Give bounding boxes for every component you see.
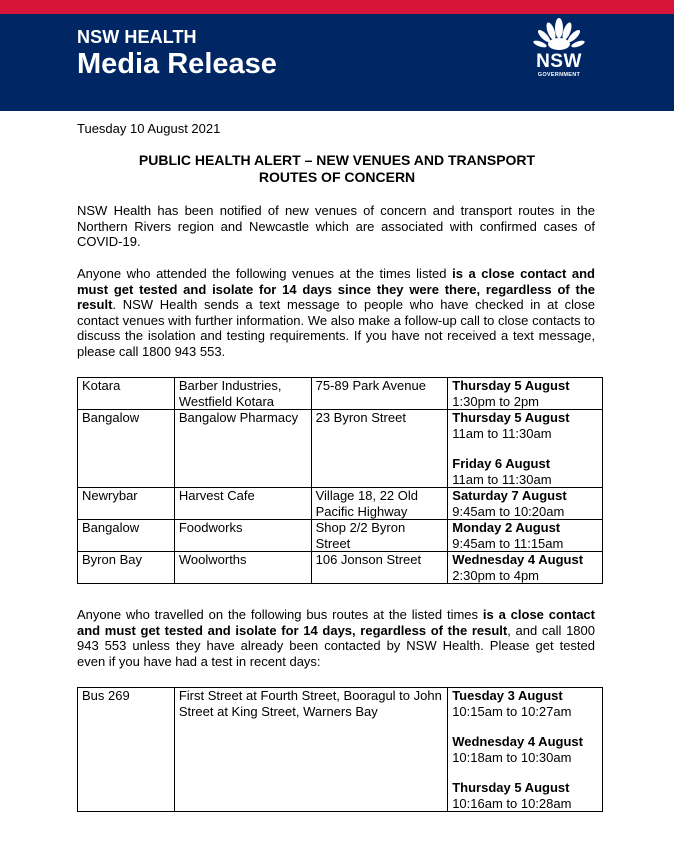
venue-time: 1:30pm to 2pm [452, 393, 539, 409]
bus-routes-table [77, 687, 603, 812]
venue-name: Woolworths [174, 552, 311, 584]
table-row [78, 552, 603, 584]
bus-route-path: First Street at Fourth Street, Booragul to John Street at King Street, Warners Bay [174, 688, 447, 812]
bus-paragraph [77, 607, 595, 669]
bus-times [448, 688, 603, 812]
venue-time: 9:45am to 10:20am [452, 503, 565, 519]
venue-time: 2:30pm to 4pm [452, 567, 539, 583]
venue-name: Bangalow Pharmacy [174, 410, 311, 488]
bus-paragraph-emphasis: is a close contact and must get tested and isolate for 14 days, regardless of the result [77, 607, 595, 638]
intro-paragraph: NSW Health has been notified of new venues of concern and transport routes in the Northern Rivers region and Newcastle which are associated with confirmed cases of COVID-19. [77, 203, 595, 249]
table-row [78, 410, 603, 488]
venue-times [448, 520, 603, 552]
venues-paragraph-text-c: . NSW Health sends a text message to people who have checked in at close contact venues with further information. We also make a follow-up call to close contacts to discuss the isolation and testing requirements. If you have not received a text message, please call 1800 943 553. [77, 297, 595, 359]
table-row [78, 488, 603, 520]
bus-day: Tuesday 3 August [452, 688, 563, 703]
venue-times [448, 378, 603, 410]
venue-address: 106 Jonson Street [311, 552, 448, 584]
bus-paragraph-text-a: Anyone who travelled on the following bus routes at the listed times [77, 607, 483, 622]
venue-suburb: Newrybar [78, 488, 175, 520]
bus-paragraph-text-c: , and call 1800 943 553 unless they have already been contacted by NSW Health. Please get tested even if you have had a test in recent days: [77, 622, 595, 669]
venues-table [77, 377, 603, 584]
venue-address: Shop 2/2 Byron Street [311, 520, 448, 552]
venues-paragraph-emphasis: is a close contact and must get tested and isolate for 14 days since they were there, regardless of the result [77, 266, 595, 312]
venue-address: 75-89 Park Avenue [311, 378, 448, 410]
alert-title-line-2: ROUTES OF CONCERN [258, 169, 416, 185]
venues-paragraph-text-a: Anyone who attended the following venues at the times listed [77, 266, 453, 281]
header-org: NSW HEALTH [77, 27, 197, 47]
table-row [78, 688, 603, 812]
venue-day: Thursday 5 August [452, 378, 570, 393]
venue-day: Saturday 7 August [452, 488, 567, 503]
venue-day: Wednesday 4 August [452, 552, 584, 567]
venue-day: Thursday 5 August [452, 410, 570, 425]
bus-time: 10:16am to 10:28am [452, 795, 572, 811]
venue-address: Village 18, 22 Old Pacific Highway [311, 488, 448, 520]
bus-day: Wednesday 4 August [452, 734, 583, 749]
venue-times [448, 410, 603, 488]
venue-times [448, 488, 603, 520]
venue-time: 11am to 11:30am [452, 425, 552, 441]
top-red-band [0, 0, 674, 14]
bus-route-number: Bus 269 [78, 688, 175, 812]
bus-time: 10:18am to 10:30am [452, 749, 572, 765]
venue-name: Barber Industries, Westfield Kotara [174, 378, 311, 410]
venue-times [448, 552, 603, 584]
alert-title [90, 152, 584, 186]
venue-day: Monday 2 August [452, 520, 561, 535]
venue-name: Harvest Cafe [174, 488, 311, 520]
venue-suburb: Bangalow [78, 410, 175, 488]
header-title: Media Release [77, 48, 277, 80]
venue-address: 23 Byron Street [311, 410, 448, 488]
table-row [78, 520, 603, 552]
logo-government-text: GOVERNMENT [537, 72, 581, 78]
venue-day: Friday 6 August [452, 456, 551, 471]
venues-paragraph [77, 266, 595, 359]
logo-nsw-text: NSW [536, 51, 582, 72]
waratah-icon [524, 14, 594, 54]
venue-time: 11am to 11:30am [452, 471, 552, 487]
venue-suburb: Byron Bay [78, 552, 175, 584]
release-date: Tuesday 10 August 2021 [77, 121, 221, 136]
alert-title-line-1: PUBLIC HEALTH ALERT – NEW VENUES AND TRANSPORT [138, 152, 536, 168]
venue-name: Foodworks [174, 520, 311, 552]
bus-day: Thursday 5 August [452, 780, 570, 795]
nsw-government-logo [524, 14, 594, 94]
bus-time: 10:15am to 10:27am [452, 703, 572, 719]
venue-suburb: Bangalow [78, 520, 175, 552]
venue-time: 9:45am to 11:15am [452, 535, 564, 551]
venue-suburb: Kotara [78, 378, 175, 410]
table-row [78, 378, 603, 410]
